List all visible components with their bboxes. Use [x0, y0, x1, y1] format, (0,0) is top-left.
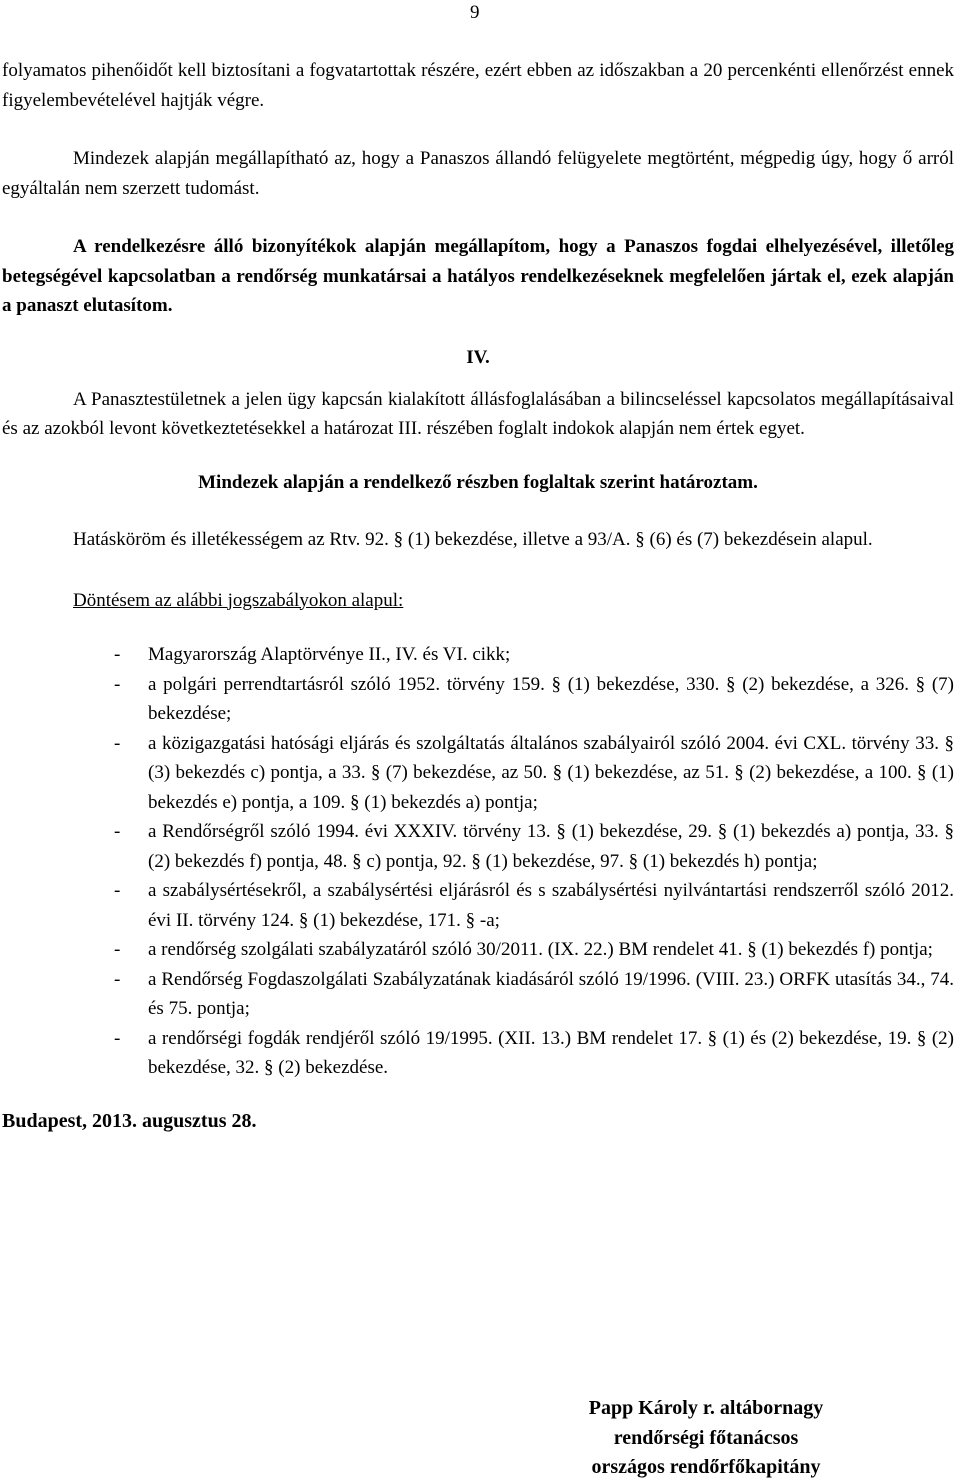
list-dash: -: [114, 673, 121, 695]
list-item: - a rendőrség szolgálati szabályzatáról szóló 30/2011. (IX. 22.) BM rendelet 41. § (1) bekezdés f) pontja;: [2, 935, 954, 965]
section-paragraph: A Panasztestületnek a jelen ügy kapcsán kialakított állásfoglalásában a bilincseléssel kapcsolatos megállapításaival és az azokból levont következtetésekkel a határozat III. részében foglalt indokok alapján nem értek egyet.: [2, 388, 954, 439]
page-number: 9: [470, 2, 480, 23]
legal-basis-title: Döntésem az alábbi jogszabályokon alapul:: [73, 589, 404, 611]
decision-statement: Mindezek alapján a rendelkező részben foglaltak szerint határoztam.: [198, 471, 758, 493]
place-date: Budapest, 2013. augusztus 28.: [2, 1109, 257, 1132]
list-dash: -: [114, 880, 121, 901]
signature-block: [556, 1394, 856, 1483]
list-dash: -: [114, 821, 121, 842]
document-body: [2, 56, 954, 1136]
law-list: [2, 640, 954, 1083]
paragraph-rejection: A rendelkezésre álló bizonyítékok alapján megállapítom, hogy a Panaszos fogdai elhelyezésével, illetőleg betegségével kapcsolatban a rendőrség munkatársai a hatályos rendelkezéseknek megfelelően jártak el, ezek alapján a panaszt elutasítom.: [2, 236, 954, 316]
signatory-role: országos rendőrfőkapitány: [591, 1456, 821, 1478]
competence-paragraph: Hatásköröm és illetékességem az Rtv. 92. § (1) bekezdése, illetve a 93/A. § (6) és (7) bekezdésein alapul.: [73, 529, 873, 550]
list-item: - a Rendőrségről szóló 1994. évi XXXIV. törvény 13. § (1) bekezdése, 29. § (1) bekezdés a) pontja, 33. § (2) bekezdés f) pontja, 48. § c) pontja, 92. § (1) bekezdése, 97. § (1) bekezdés h) pontja;: [2, 817, 954, 876]
list-item: - a szabálysértésekről, a szabálysértési eljárásról és s szabálysértési nyilvántartási rendszerről szóló 2012. évi II. törvény 124. § (1) bekezdése, 171. § -a;: [2, 876, 954, 935]
list-dash: -: [114, 968, 121, 990]
list-dash: -: [114, 1027, 121, 1049]
list-dash: -: [114, 732, 121, 754]
list-item: - Magyarország Alaptörvénye II., IV. és VI. cikk;: [2, 640, 954, 670]
section-heading: IV.: [466, 346, 490, 368]
paragraph-continuation: folyamatos pihenőidőt kell biztosítani a fogvatartottak részére, ezért ebben az időszakban a 20 percenkénti ellenőrzést ennek figyelembevételével hajtják végre.: [2, 60, 954, 111]
list-dash: -: [114, 644, 121, 665]
list-dash: -: [114, 939, 121, 960]
legal-basis-title-row: [2, 586, 954, 616]
signatory-title: rendőrségi főtanácsos: [613, 1426, 799, 1449]
signatory-name: Papp Károly r. altábornagy: [588, 1397, 824, 1419]
list-item: - a polgári perrendtartásról szóló 1952. törvény 159. § (1) bekezdése, 330. § (2) bekezdése, a 326. § (7) bekezdése;: [2, 670, 954, 729]
list-item: - a közigazgatási hatósági eljárás és szolgáltatás általános szabályairól szóló 2004. évi CXL. törvény 33. § (3) bekezdés c) pontja, a 33. § (7) bekezdése, az 50. § (1) bekezdése, az 51. § (2) bekezdése, a 100. § (1) bekezdés e) pontja, a 109. § (1) bekezdés a) pontja;: [2, 729, 954, 818]
list-item: - a rendőrségi fogdák rendjéről szóló 19/1995. (XII. 13.) BM rendelet 17. § (1) és (2) bekezdése, 19. § (2) bekezdése, 32. § (2) bekezdése.: [2, 1024, 954, 1083]
paragraph-conclusion: Mindezek alapján megállapítható az, hogy a Panaszos állandó felügyelete megtörtént, mégpedig úgy, hogy ő arról egyáltalán nem szerzett tudomást.: [2, 148, 954, 199]
list-item: - a Rendőrség Fogdaszolgálati Szabályzatának kiadásáról szóló 19/1996. (VIII. 23.) ORFK utasítás 34., 74. és 75. pontja;: [2, 965, 954, 1024]
